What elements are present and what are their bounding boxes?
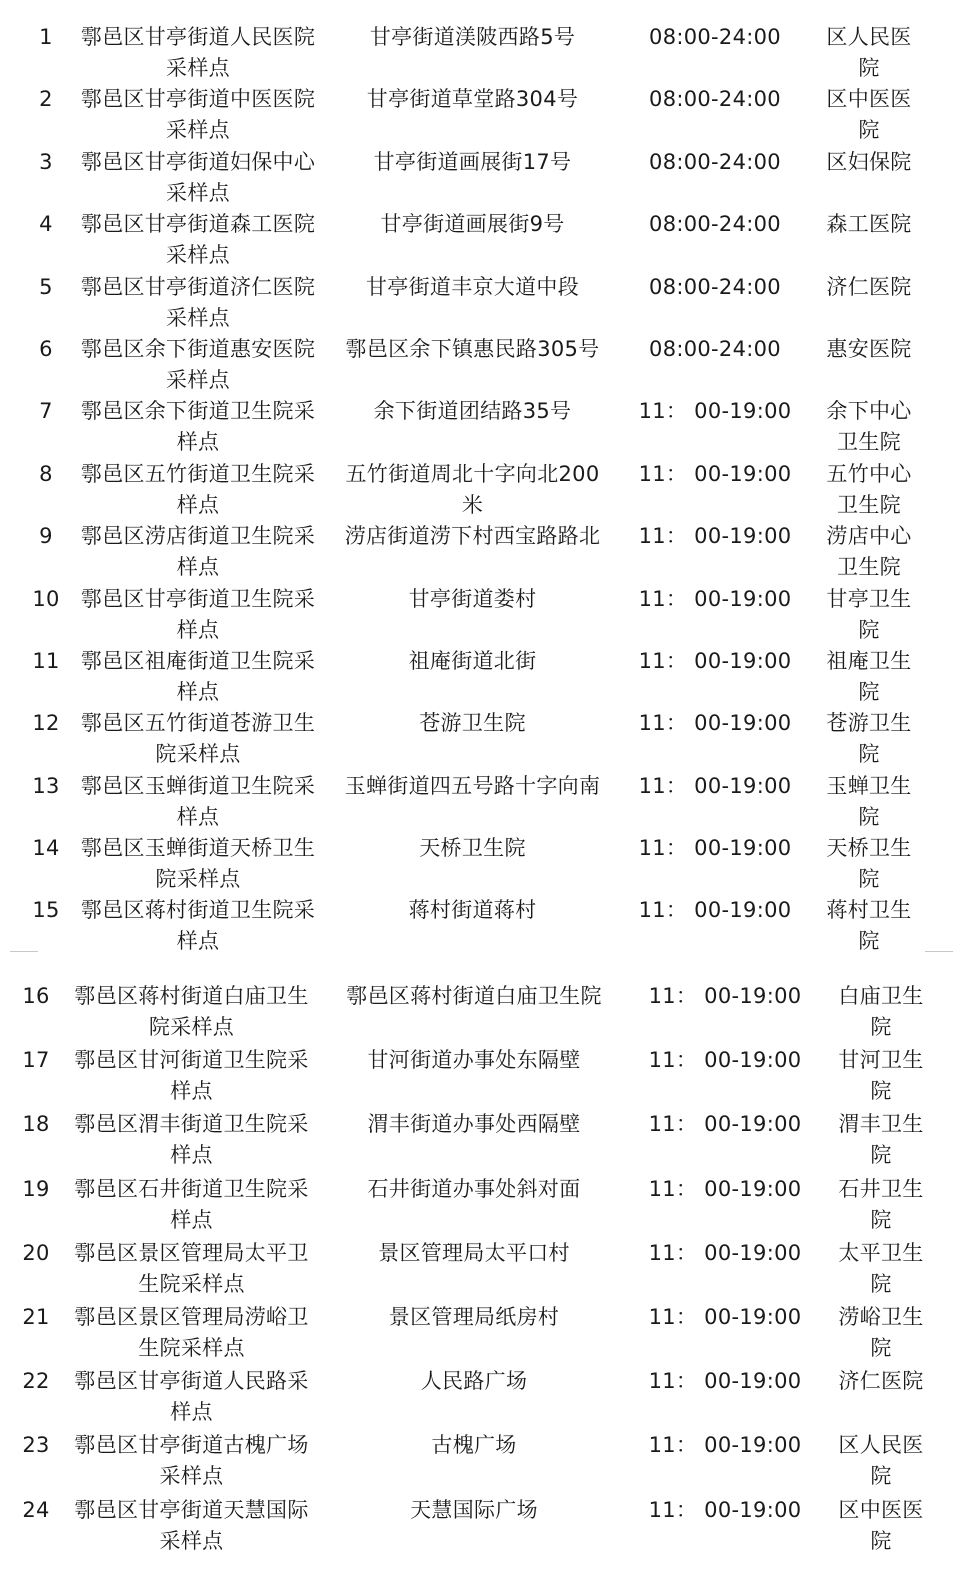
row-number: 6 [39, 336, 53, 361]
opening-hours: 11： 00-19:00 [648, 984, 802, 1008]
row-number: 7 [39, 399, 53, 424]
opening-hours: 08:00-24:00 [649, 212, 781, 237]
responsible-org: 森工医院 [826, 212, 912, 237]
responsible-org: 区人民医院 [826, 25, 912, 80]
row-number: 1 [39, 25, 53, 49]
row-number: 19 [22, 1176, 50, 1201]
site-address: 甘亭街道草堂路304号 [366, 87, 579, 112]
site-address: 甘亭街道娄村 [408, 586, 537, 611]
responsible-org: 区中医医院 [826, 87, 912, 143]
opening-hours: 11： 00-19:00 [648, 1048, 802, 1073]
responsible-org: 渭丰卫生院 [838, 1112, 924, 1168]
table-row [0, 584, 963, 646]
table-row [0, 708, 963, 770]
row-number: 11 [32, 648, 60, 673]
responsible-org: 苍游卫生院 [826, 711, 912, 767]
site-name: 鄠邑区甘亭街道济仁医院采样点 [80, 274, 316, 330]
opening-hours: 08:00-24:00 [649, 25, 781, 49]
responsible-org: 济仁医院 [838, 1369, 924, 1394]
responsible-org: 祖庵卫生院 [826, 648, 912, 704]
sampling-table-part-2 [0, 981, 963, 1559]
opening-hours: 11： 00-19:00 [648, 1304, 802, 1329]
site-address: 景区管理局太平口村 [378, 1240, 570, 1265]
table-row [0, 646, 963, 708]
opening-hours: 11： 00-19:00 [638, 836, 792, 861]
opening-hours: 11： 00-19:00 [638, 586, 792, 611]
table-row [0, 1174, 963, 1238]
site-name: 鄠邑区甘亭街道卫生院采样点 [80, 586, 316, 642]
table-row [0, 895, 963, 957]
site-address: 鄠邑区余下镇惠民路305号 [345, 336, 600, 361]
table-row [0, 84, 963, 146]
table-row [0, 1302, 963, 1366]
row-number: 13 [32, 773, 60, 798]
site-name: 鄠邑区余下街道惠安医院采样点 [80, 336, 316, 392]
table-row [0, 272, 963, 334]
site-address: 景区管理局纸房村 [388, 1304, 560, 1329]
site-address: 天慧国际广场 [410, 1497, 538, 1522]
row-number: 10 [32, 586, 60, 611]
responsible-org: 涝店中心卫生院 [826, 524, 912, 580]
row-number: 21 [22, 1304, 50, 1329]
table-row [0, 396, 963, 458]
site-name: 鄠邑区玉蝉街道天桥卫生院采样点 [80, 836, 316, 892]
site-address: 祖庵街道北街 [408, 648, 537, 673]
opening-hours: 08:00-24:00 [649, 274, 781, 299]
site-name: 鄠邑区涝店街道卫生院采样点 [80, 524, 316, 580]
site-address: 人民路广场 [420, 1369, 528, 1394]
responsible-org: 太平卫生院 [838, 1240, 924, 1296]
site-name: 鄠邑区石井街道卫生院采样点 [74, 1176, 309, 1232]
site-address: 甘亭街道画展街9号 [380, 212, 565, 237]
row-number: 5 [39, 274, 53, 299]
row-number: 15 [32, 898, 60, 923]
table-row [0, 1366, 963, 1430]
table-row [0, 521, 963, 583]
site-name: 鄠邑区余下街道卫生院采样点 [80, 399, 316, 455]
table-row [0, 1045, 963, 1109]
site-name: 鄠邑区蒋村街道白庙卫生院采样点 [74, 984, 309, 1039]
opening-hours: 11： 00-19:00 [648, 1240, 802, 1265]
opening-hours: 11： 00-19:00 [648, 1497, 802, 1522]
site-address: 甘亭街道渼陂西路5号 [369, 25, 576, 49]
opening-hours: 11： 00-19:00 [638, 524, 792, 549]
site-address: 鄠邑区蒋村街道白庙卫生院 [346, 984, 602, 1008]
opening-hours: 11： 00-19:00 [648, 1112, 802, 1137]
site-name: 鄠邑区甘亭街道妇保中心采样点 [80, 149, 316, 205]
responsible-org: 涝峪卫生院 [838, 1304, 924, 1360]
opening-hours: 11： 00-19:00 [648, 1433, 802, 1458]
site-address: 余下街道团结路35号 [373, 399, 572, 424]
row-number: 22 [22, 1369, 50, 1394]
responsible-org: 区中医医院 [838, 1497, 924, 1553]
opening-hours: 11： 00-19:00 [638, 461, 792, 486]
responsible-org: 蒋村卫生院 [826, 898, 912, 954]
row-number: 4 [39, 212, 53, 237]
opening-hours: 11： 00-19:00 [638, 773, 792, 798]
site-name: 鄠邑区甘亭街道人民医院采样点 [80, 25, 316, 80]
row-number: 17 [22, 1048, 50, 1073]
site-name: 鄠邑区甘亭街道人民路采样点 [74, 1369, 309, 1425]
row-number: 12 [32, 711, 60, 736]
site-name: 鄠邑区甘亭街道古槐广场采样点 [74, 1433, 309, 1489]
table-row [0, 334, 963, 396]
site-name: 鄠邑区五竹街道苍游卫生院采样点 [80, 711, 316, 767]
responsible-org: 区妇保院 [826, 149, 912, 174]
site-address: 甘亭街道画展街17号 [373, 149, 572, 174]
divider-right-mark [925, 951, 953, 952]
site-address: 渭丰街道办事处西隔壁 [367, 1112, 581, 1137]
site-name: 鄠邑区甘亭街道森工医院采样点 [80, 212, 316, 268]
responsible-org: 甘亭卫生院 [826, 586, 912, 642]
row-number: 16 [22, 984, 50, 1008]
site-address: 甘亭街道丰京大道中段 [366, 274, 579, 299]
site-address: 古槐广场 [431, 1433, 517, 1458]
row-number: 24 [22, 1497, 50, 1522]
table-row [0, 833, 963, 895]
divider-left-mark [10, 951, 38, 952]
table-row [0, 147, 963, 209]
responsible-org: 区人民医院 [838, 1433, 924, 1489]
site-name: 鄠邑区甘亭街道天慧国际采样点 [74, 1497, 309, 1553]
responsible-org: 惠安医院 [826, 336, 912, 361]
site-name: 鄠邑区渭丰街道卫生院采样点 [74, 1112, 309, 1168]
opening-hours: 11： 00-19:00 [638, 711, 792, 736]
table-row [0, 22, 963, 84]
site-address: 苍游卫生院 [419, 711, 526, 736]
site-address: 甘河街道办事处东隔壁 [367, 1048, 581, 1073]
site-address: 蒋村街道蒋村 [408, 898, 537, 923]
opening-hours: 08:00-24:00 [649, 336, 781, 361]
table-row [0, 1238, 963, 1302]
opening-hours: 08:00-24:00 [649, 87, 781, 112]
site-name: 鄠邑区蒋村街道卫生院采样点 [80, 898, 316, 954]
responsible-org: 余下中心卫生院 [826, 399, 912, 455]
responsible-org: 甘河卫生院 [838, 1048, 924, 1104]
site-address: 石井街道办事处斜对面 [367, 1176, 581, 1201]
site-name: 鄠邑区景区管理局太平卫生院采样点 [74, 1240, 309, 1296]
opening-hours: 11： 00-19:00 [648, 1176, 802, 1201]
row-number: 8 [39, 461, 53, 486]
site-address: 五竹街道周北十字向北200米 [345, 461, 600, 517]
site-name: 鄠邑区祖庵街道卫生院采样点 [80, 648, 316, 704]
site-address: 天桥卫生院 [419, 836, 526, 861]
responsible-org: 五竹中心卫生院 [826, 461, 912, 517]
row-number: 18 [22, 1112, 50, 1137]
table-row [0, 209, 963, 271]
site-name: 鄠邑区甘河街道卫生院采样点 [74, 1048, 309, 1104]
row-number: 14 [32, 836, 60, 861]
site-name: 鄠邑区甘亭街道中医医院采样点 [80, 87, 316, 143]
opening-hours: 11： 00-19:00 [648, 1369, 802, 1394]
page-divider [10, 951, 953, 959]
responsible-org: 玉蝉卫生院 [826, 773, 912, 829]
responsible-org: 石井卫生院 [838, 1176, 924, 1232]
opening-hours: 11： 00-19:00 [638, 898, 792, 923]
row-number: 9 [39, 524, 53, 549]
responsible-org: 天桥卫生院 [826, 836, 912, 892]
sampling-table-part-1 [0, 22, 963, 958]
row-number: 3 [39, 149, 53, 174]
table-row [0, 1109, 963, 1173]
responsible-org: 济仁医院 [826, 274, 912, 299]
site-address: 涝店街道涝下村西宝路路北 [344, 524, 601, 549]
site-name: 鄠邑区五竹街道卫生院采样点 [80, 461, 316, 517]
table-row [0, 771, 963, 833]
table-row [0, 459, 963, 521]
row-number: 20 [22, 1240, 50, 1265]
site-name: 鄠邑区玉蝉街道卫生院采样点 [80, 773, 316, 829]
row-number: 23 [22, 1433, 50, 1458]
site-address: 玉蝉街道四五号路十字向南 [344, 773, 601, 798]
table-row [0, 1430, 963, 1494]
table-row [0, 981, 963, 1045]
site-name: 鄠邑区景区管理局涝峪卫生院采样点 [74, 1304, 309, 1360]
opening-hours: 11： 00-19:00 [638, 648, 792, 673]
responsible-org: 白庙卫生院 [838, 984, 924, 1039]
table-row [0, 1495, 963, 1559]
opening-hours: 11： 00-19:00 [638, 399, 792, 424]
row-number: 2 [39, 87, 53, 112]
opening-hours: 08:00-24:00 [649, 149, 781, 174]
